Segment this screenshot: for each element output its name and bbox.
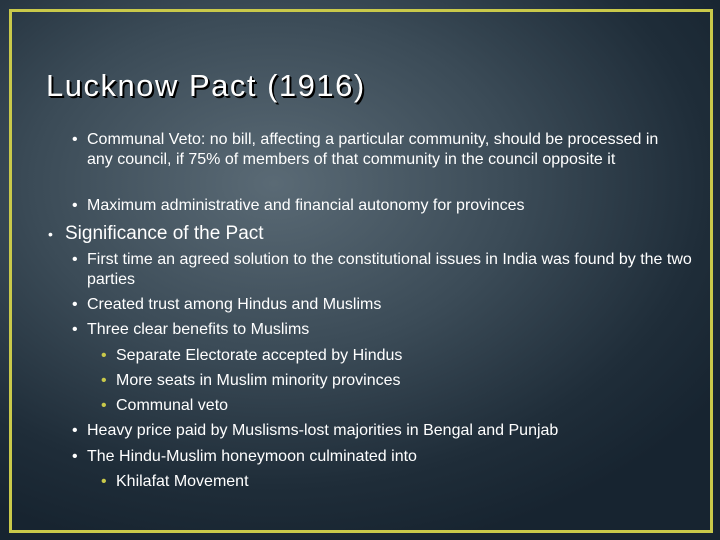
bullet-icon: •	[72, 131, 78, 148]
bullet-item-communal-veto	[101, 396, 686, 416]
bullet-icon: •	[101, 397, 107, 414]
bullet-item-trust	[72, 295, 687, 315]
bullet-text: Significance of the Pact	[65, 223, 264, 244]
bullet-item-significance-heading	[48, 223, 685, 245]
bullet-icon: •	[72, 422, 78, 439]
bullet-icon: •	[101, 347, 107, 364]
bullet-text: Three clear benefits to Muslims	[87, 321, 310, 338]
bullet-item-communal-veto-definition	[72, 130, 687, 170]
bullet-text: Communal Veto: no bill, affecting a particular community, should be processed in any council, if 75% of members of that community in the council opposite it	[87, 131, 659, 168]
bullet-item-provincial-autonomy	[72, 196, 687, 216]
bullet-text: Communal veto	[116, 397, 229, 414]
bullet-text: Separate Electorate accepted by Hindus	[116, 347, 403, 364]
bullet-icon: •	[72, 321, 78, 338]
bullet-item-agreed-solution	[72, 250, 692, 290]
bullet-text: Khilafat Movement	[116, 473, 249, 490]
bullet-item-heavy-price	[72, 421, 697, 441]
bullet-text: First time an agreed solution to the constitutional issues in India was found by the two parties	[87, 251, 692, 288]
bullet-text: Maximum administrative and financial autonomy for provinces	[87, 197, 525, 214]
bullet-icon: •	[72, 448, 78, 465]
bullet-item-honeymoon	[72, 447, 687, 467]
bullet-text: More seats in Muslim minority provinces	[116, 372, 401, 389]
bullet-text: The Hindu-Muslim honeymoon culminated into	[87, 448, 417, 465]
bullet-item-more-seats	[101, 371, 686, 391]
bullet-icon: •	[72, 197, 78, 214]
slide-title: Lucknow Pact (1916)	[46, 68, 366, 103]
bullet-icon: •	[101, 372, 107, 389]
bullet-text: Created trust among Hindus and Muslims	[87, 296, 382, 313]
bullet-item-three-benefits	[72, 320, 687, 340]
bullet-item-separate-electorate	[101, 346, 686, 366]
bullet-text: Heavy price paid by Muslisms-lost majorities in Bengal and Punjab	[87, 422, 559, 439]
bullet-icon: •	[72, 251, 78, 268]
bullet-icon: •	[72, 296, 78, 313]
bullet-item-khilafat	[101, 472, 686, 492]
bullet-icon: •	[48, 226, 53, 242]
bullet-icon: •	[101, 473, 107, 490]
